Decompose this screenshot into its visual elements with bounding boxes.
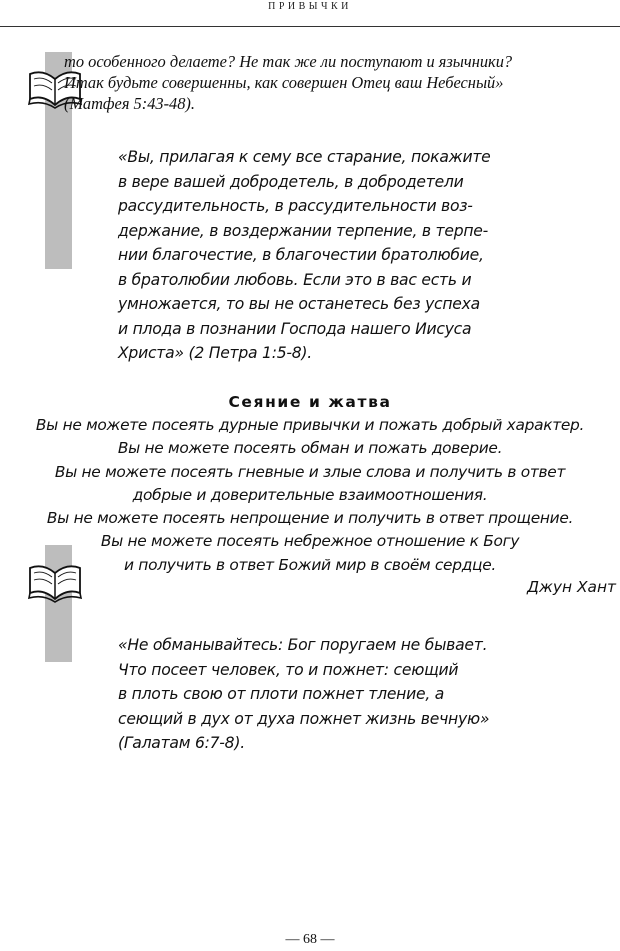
quote-line: держание, в воздержании терпение, в терпе-	[118, 221, 489, 240]
quote-line: рассудительность, в рассудительности воз-	[118, 197, 473, 215]
poem-author: Джун Хант	[527, 578, 616, 596]
intro-line: (Матфея 5:43-48).	[64, 94, 195, 113]
intro-line: то особенного делаете? Не так же ли поступают и язычники?	[64, 52, 513, 71]
quote-line: (Галатам 6:7-8).	[118, 734, 245, 752]
quote-line: сеющий в дух от духа пожнет жизнь вечную»	[118, 709, 490, 728]
header-rule	[0, 26, 620, 27]
quote-line: «Не обманывайтесь: Бог поругаем не бывает.	[118, 636, 488, 654]
poem-line: Вы не можете посеять дурные привычки и пожать добрый характер.	[35, 416, 585, 434]
quote-line: в плоть свою от плоти пожнет тление, а	[118, 685, 445, 703]
poem-line: Вы не можете посеять непрощение и получить в ответ прощение.	[46, 509, 574, 528]
quote-line: умножается, то вы не останетесь без успеха	[118, 295, 480, 313]
quote-line: нии благочестие, в благочестии братолюбие,	[118, 246, 484, 264]
open-book-icon	[26, 553, 84, 605]
quote-line: в братолюбии любовь. Если это в вас есть и	[118, 270, 472, 289]
running-header: ПРИВЫЧКИ	[268, 1, 352, 12]
quote-peter	[118, 145, 491, 366]
poem	[0, 414, 620, 577]
quote-line: и плода в познании Господа нашего Иисуса	[118, 319, 472, 338]
quote-line: Что посеет человек, то и пожнет: сеющий	[118, 660, 459, 679]
poem-line: Вы не можете посеять обман и пожать доверие.	[117, 439, 503, 458]
poem-line: и получить в ответ Божий мир в своём сердце.	[124, 555, 496, 574]
intro-quote	[64, 51, 512, 114]
quote-line: Христа» (2 Петра 1:5-8).	[118, 344, 312, 362]
poem-line: Вы не можете посеять небрежное отношение к Богу	[100, 532, 520, 551]
intro-line: Итак будьте совершенны, как совершен Отец ваш Небесный»	[64, 73, 504, 92]
quote-galatians	[118, 633, 489, 756]
section-heading: Сеяние и жатва	[228, 393, 392, 411]
poem-line: Вы не можете посеять гневные и злые слова и получить в ответ	[54, 462, 566, 481]
quote-line: в вере вашей добродетель, в добродетели	[118, 172, 464, 191]
poem-line: добрые и доверительные взаимоотношения.	[132, 485, 488, 504]
page-number: — 68 —	[285, 932, 335, 947]
quote-line: «Вы, прилагая к сему все старание, покажите	[118, 148, 491, 166]
